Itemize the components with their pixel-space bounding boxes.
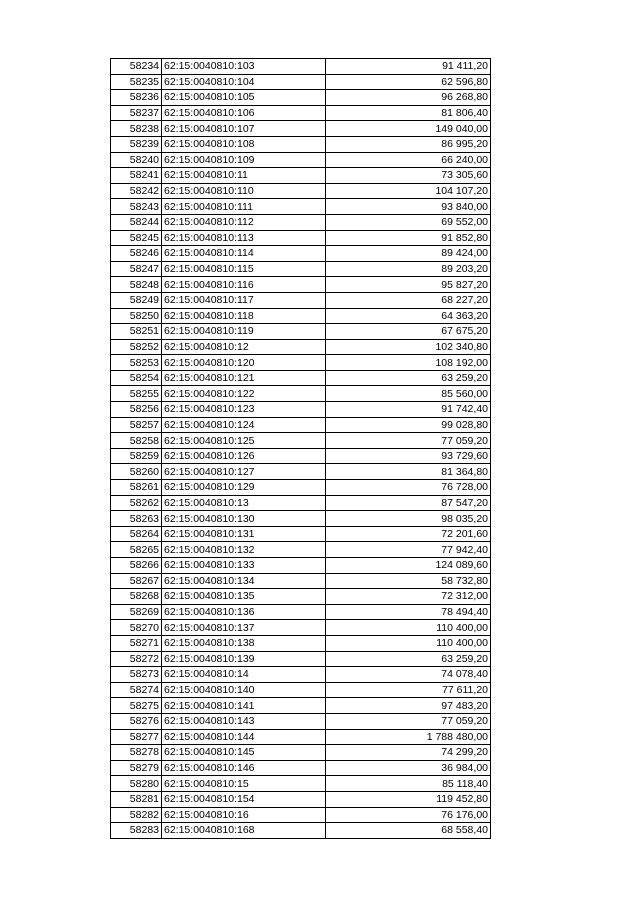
row-number-cell: 58245 (111, 230, 162, 246)
value-cell: 108 192,00 (326, 355, 491, 371)
cadastral-number-cell: 62:15:0040810:123 (162, 402, 326, 418)
table-row (111, 448, 491, 464)
value-cell: 74 299,20 (326, 745, 491, 761)
row-number-cell: 58237 (111, 105, 162, 121)
table-row (111, 511, 491, 527)
value-cell: 93 840,00 (326, 199, 491, 215)
row-number-cell: 58248 (111, 277, 162, 293)
row-number-cell: 58265 (111, 542, 162, 558)
table-row (111, 308, 491, 324)
value-cell: 89 203,20 (326, 261, 491, 277)
value-cell: 78 494,40 (326, 604, 491, 620)
cadastral-number-cell: 62:15:0040810:130 (162, 511, 326, 527)
value-cell: 98 035,20 (326, 511, 491, 527)
table-row (111, 745, 491, 761)
cadastral-number-cell: 62:15:0040810:113 (162, 230, 326, 246)
table-row (111, 246, 491, 262)
cadastral-number-cell: 62:15:0040810:12 (162, 339, 326, 355)
table-row (111, 698, 491, 714)
row-number-cell: 58276 (111, 713, 162, 729)
cadastral-number-cell: 62:15:0040810:144 (162, 729, 326, 745)
cadastral-value-table (110, 58, 491, 839)
cadastral-number-cell: 62:15:0040810:139 (162, 651, 326, 667)
value-cell: 85 118,40 (326, 776, 491, 792)
row-number-cell: 58268 (111, 589, 162, 605)
table-row (111, 324, 491, 340)
table-row (111, 807, 491, 823)
table-row (111, 651, 491, 667)
value-cell: 95 827,20 (326, 277, 491, 293)
row-number-cell: 58267 (111, 573, 162, 589)
table-row (111, 791, 491, 807)
value-cell: 102 340,80 (326, 339, 491, 355)
cadastral-number-cell: 62:15:0040810:15 (162, 776, 326, 792)
row-number-cell: 58240 (111, 152, 162, 168)
cadastral-number-cell: 62:15:0040810:124 (162, 417, 326, 433)
row-number-cell: 58282 (111, 807, 162, 823)
table-row (111, 152, 491, 168)
value-cell: 58 732,80 (326, 573, 491, 589)
row-number-cell: 58275 (111, 698, 162, 714)
value-cell: 93 729,60 (326, 448, 491, 464)
table-row (111, 417, 491, 433)
row-number-cell: 58271 (111, 635, 162, 651)
row-number-cell: 58263 (111, 511, 162, 527)
cadastral-number-cell: 62:15:0040810:135 (162, 589, 326, 605)
table-row (111, 168, 491, 184)
value-cell: 66 240,00 (326, 152, 491, 168)
row-number-cell: 58272 (111, 651, 162, 667)
table-row (111, 620, 491, 636)
cadastral-number-cell: 62:15:0040810:14 (162, 667, 326, 683)
table-row (111, 433, 491, 449)
table-row (111, 713, 491, 729)
row-number-cell: 58260 (111, 464, 162, 480)
table-row (111, 90, 491, 106)
value-cell: 104 107,20 (326, 183, 491, 199)
value-cell: 63 259,20 (326, 651, 491, 667)
cadastral-number-cell: 62:15:0040810:143 (162, 713, 326, 729)
table-row (111, 526, 491, 542)
value-cell: 110 400,00 (326, 635, 491, 651)
row-number-cell: 58256 (111, 402, 162, 418)
table-row (111, 635, 491, 651)
table-row (111, 729, 491, 745)
table-row (111, 292, 491, 308)
cadastral-number-cell: 62:15:0040810:133 (162, 558, 326, 574)
cadastral-number-cell: 62:15:0040810:125 (162, 433, 326, 449)
value-cell: 96 268,80 (326, 90, 491, 106)
table-row (111, 589, 491, 605)
value-cell: 81 364,80 (326, 464, 491, 480)
cadastral-number-cell: 62:15:0040810:138 (162, 635, 326, 651)
row-number-cell: 58279 (111, 760, 162, 776)
table-row (111, 183, 491, 199)
value-cell: 81 806,40 (326, 105, 491, 121)
cadastral-number-cell: 62:15:0040810:137 (162, 620, 326, 636)
value-cell: 69 552,00 (326, 214, 491, 230)
value-cell: 62 596,80 (326, 74, 491, 90)
value-cell: 73 305,60 (326, 168, 491, 184)
row-number-cell: 58277 (111, 729, 162, 745)
table-row (111, 558, 491, 574)
table-row (111, 370, 491, 386)
row-number-cell: 58252 (111, 339, 162, 355)
row-number-cell: 58246 (111, 246, 162, 262)
value-cell: 86 995,20 (326, 136, 491, 152)
value-cell: 85 560,00 (326, 386, 491, 402)
value-cell: 97 483,20 (326, 698, 491, 714)
table-row (111, 59, 491, 75)
cadastral-number-cell: 62:15:0040810:104 (162, 74, 326, 90)
cadastral-number-cell: 62:15:0040810:107 (162, 121, 326, 137)
row-number-cell: 58243 (111, 199, 162, 215)
cadastral-number-cell: 62:15:0040810:134 (162, 573, 326, 589)
table-row (111, 823, 491, 839)
row-number-cell: 58280 (111, 776, 162, 792)
table-row (111, 386, 491, 402)
row-number-cell: 58251 (111, 324, 162, 340)
cadastral-number-cell: 62:15:0040810:110 (162, 183, 326, 199)
cadastral-number-cell: 62:15:0040810:108 (162, 136, 326, 152)
table-row (111, 136, 491, 152)
table-row (111, 277, 491, 293)
value-cell: 72 201,60 (326, 526, 491, 542)
cadastral-number-cell: 62:15:0040810:111 (162, 199, 326, 215)
row-number-cell: 58242 (111, 183, 162, 199)
row-number-cell: 58250 (111, 308, 162, 324)
row-number-cell: 58244 (111, 214, 162, 230)
cadastral-number-cell: 62:15:0040810:11 (162, 168, 326, 184)
cadastral-number-cell: 62:15:0040810:168 (162, 823, 326, 839)
cadastral-number-cell: 62:15:0040810:114 (162, 246, 326, 262)
cadastral-number-cell: 62:15:0040810:145 (162, 745, 326, 761)
cadastral-number-cell: 62:15:0040810:119 (162, 324, 326, 340)
value-cell: 76 176,00 (326, 807, 491, 823)
row-number-cell: 58278 (111, 745, 162, 761)
row-number-cell: 58234 (111, 59, 162, 75)
value-cell: 149 040,00 (326, 121, 491, 137)
value-cell: 36 984,00 (326, 760, 491, 776)
table-row (111, 339, 491, 355)
value-cell: 64 363,20 (326, 308, 491, 324)
row-number-cell: 58257 (111, 417, 162, 433)
row-number-cell: 58254 (111, 370, 162, 386)
row-number-cell: 58238 (111, 121, 162, 137)
cadastral-number-cell: 62:15:0040810:117 (162, 292, 326, 308)
cadastral-number-cell: 62:15:0040810:105 (162, 90, 326, 106)
row-number-cell: 58258 (111, 433, 162, 449)
row-number-cell: 58235 (111, 74, 162, 90)
cadastral-number-cell: 62:15:0040810:140 (162, 682, 326, 698)
value-cell: 77 611,20 (326, 682, 491, 698)
table-row (111, 74, 491, 90)
value-cell: 124 089,60 (326, 558, 491, 574)
table-row (111, 105, 491, 121)
table-row (111, 261, 491, 277)
cadastral-number-cell: 62:15:0040810:109 (162, 152, 326, 168)
row-number-cell: 58247 (111, 261, 162, 277)
cadastral-number-cell: 62:15:0040810:120 (162, 355, 326, 371)
cadastral-number-cell: 62:15:0040810:146 (162, 760, 326, 776)
cadastral-number-cell: 62:15:0040810:112 (162, 214, 326, 230)
row-number-cell: 58262 (111, 495, 162, 511)
value-cell: 67 675,20 (326, 324, 491, 340)
value-cell: 77 059,20 (326, 433, 491, 449)
value-cell: 110 400,00 (326, 620, 491, 636)
cadastral-number-cell: 62:15:0040810:141 (162, 698, 326, 714)
row-number-cell: 58281 (111, 791, 162, 807)
table-row (111, 760, 491, 776)
table-row (111, 402, 491, 418)
value-cell: 63 259,20 (326, 370, 491, 386)
table-row (111, 355, 491, 371)
cadastral-number-cell: 62:15:0040810:116 (162, 277, 326, 293)
cadastral-number-cell: 62:15:0040810:126 (162, 448, 326, 464)
cadastral-number-cell: 62:15:0040810:121 (162, 370, 326, 386)
value-cell: 72 312,00 (326, 589, 491, 605)
cadastral-number-cell: 62:15:0040810:131 (162, 526, 326, 542)
cadastral-number-cell: 62:15:0040810:106 (162, 105, 326, 121)
row-number-cell: 58283 (111, 823, 162, 839)
row-number-cell: 58269 (111, 604, 162, 620)
row-number-cell: 58239 (111, 136, 162, 152)
row-number-cell: 58249 (111, 292, 162, 308)
value-cell: 76 728,00 (326, 480, 491, 496)
row-number-cell: 58236 (111, 90, 162, 106)
cadastral-number-cell: 62:15:0040810:129 (162, 480, 326, 496)
value-cell: 68 227,20 (326, 292, 491, 308)
table-row (111, 480, 491, 496)
value-cell: 74 078,40 (326, 667, 491, 683)
table-row (111, 604, 491, 620)
table-row (111, 464, 491, 480)
value-cell: 77 942,40 (326, 542, 491, 558)
value-cell: 91 742,40 (326, 402, 491, 418)
row-number-cell: 58255 (111, 386, 162, 402)
table-body (111, 59, 491, 839)
value-cell: 119 452,80 (326, 791, 491, 807)
table-row (111, 121, 491, 137)
row-number-cell: 58266 (111, 558, 162, 574)
cadastral-number-cell: 62:15:0040810:115 (162, 261, 326, 277)
row-number-cell: 58273 (111, 667, 162, 683)
row-number-cell: 58264 (111, 526, 162, 542)
table-row (111, 667, 491, 683)
cadastral-number-cell: 62:15:0040810:136 (162, 604, 326, 620)
cadastral-number-cell: 62:15:0040810:132 (162, 542, 326, 558)
table-row (111, 230, 491, 246)
cadastral-number-cell: 62:15:0040810:103 (162, 59, 326, 75)
cadastral-number-cell: 62:15:0040810:154 (162, 791, 326, 807)
table-row (111, 776, 491, 792)
value-cell: 91 411,20 (326, 59, 491, 75)
value-cell: 87 547,20 (326, 495, 491, 511)
table-row (111, 199, 491, 215)
row-number-cell: 58259 (111, 448, 162, 464)
value-cell: 1 788 480,00 (326, 729, 491, 745)
row-number-cell: 58253 (111, 355, 162, 371)
row-number-cell: 58261 (111, 480, 162, 496)
cadastral-number-cell: 62:15:0040810:13 (162, 495, 326, 511)
value-cell: 99 028,80 (326, 417, 491, 433)
row-number-cell: 58241 (111, 168, 162, 184)
cadastral-number-cell: 62:15:0040810:16 (162, 807, 326, 823)
cadastral-number-cell: 62:15:0040810:127 (162, 464, 326, 480)
table-row (111, 495, 491, 511)
value-cell: 68 558,40 (326, 823, 491, 839)
row-number-cell: 58270 (111, 620, 162, 636)
value-cell: 89 424,00 (326, 246, 491, 262)
value-cell: 77 059,20 (326, 713, 491, 729)
table-row (111, 214, 491, 230)
table-row (111, 542, 491, 558)
cadastral-number-cell: 62:15:0040810:122 (162, 386, 326, 402)
value-cell: 91 852,80 (326, 230, 491, 246)
row-number-cell: 58274 (111, 682, 162, 698)
table-row (111, 573, 491, 589)
table-row (111, 682, 491, 698)
cadastral-number-cell: 62:15:0040810:118 (162, 308, 326, 324)
